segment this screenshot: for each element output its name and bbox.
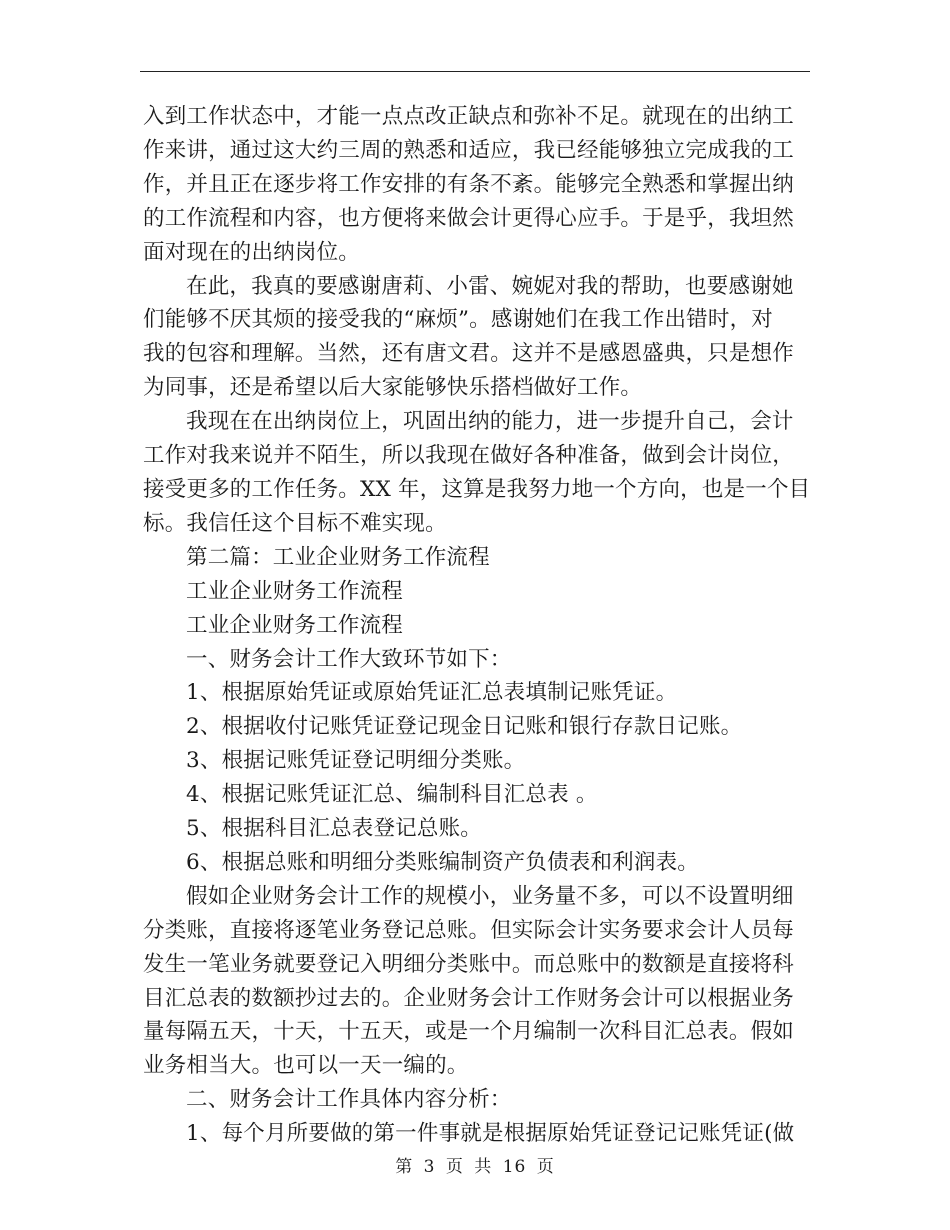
list-item: 5、根据科目汇总表登记总账。	[186, 816, 482, 842]
text-line: 分类账，直接将逐笔业务登记总账。但实际会计实务要求会计人员每	[143, 917, 795, 943]
subsection-heading: 二、财务会计工作具体内容分析：	[186, 1087, 512, 1113]
page-number: 第 3 页 共 16 页	[395, 1157, 555, 1177]
subsection-heading: 一、财务会计工作大致环节如下：	[186, 646, 512, 672]
text-line: 作，并且正在逐步将工作安排的有条不紊。能够完全熟悉和掌握出纳	[143, 171, 795, 197]
text-line: 标。我信任这个目标不难实现。	[143, 510, 447, 536]
list-item: 3、根据记账凭证登记明细分类账。	[186, 748, 526, 774]
text-line: 作来讲，通过这大约三周的熟悉和适应，我已经能够独立完成我的工	[143, 137, 795, 163]
text-line: 工作对我来说并不陌生，所以我现在做好各种准备，做到会计岗位，	[143, 443, 795, 469]
list-item: 1、根据原始凭证或原始凭证汇总表填制记账凭证。	[186, 680, 678, 706]
document-body	[143, 100, 809, 1151]
text-line: 目汇总表的数额抄过去的。企业财务会计工作财务会计可以根据业务	[143, 985, 795, 1011]
header-rule	[140, 71, 810, 72]
text-line: 接受更多的工作任务。XX 年，这算是我努力地一个方向，也是一个目	[143, 476, 811, 502]
section-heading: 第二篇：工业企业财务工作流程	[186, 544, 490, 570]
list-item: 6、根据总账和明细分类账编制资产负债表和利润表。	[186, 849, 699, 875]
text-line: 业务相当大。也可以一天一编的。	[143, 1053, 469, 1079]
text-line: 面对现在的出纳岗位。	[143, 239, 361, 265]
paragraph-start: 假如企业财务会计工作的规模小，业务量不多，可以不设置明细	[186, 883, 794, 909]
text-line: 我的包容和理解。当然，还有唐文君。这并不是感恩盛典，只是想作	[143, 341, 795, 367]
text-line: 入到工作状态中，才能一点点改正缺点和弥补不足。就现在的出纳工	[143, 104, 795, 129]
paragraph-start: 我现在在出纳岗位上，巩固出纳的能力，进一步提升自己，会计	[186, 409, 794, 435]
list-item: 4、根据记账凭证汇总、编制科目汇总表 。	[186, 782, 598, 808]
list-item: 2、根据收付记账凭证登记现金日记账和银行存款日记账。	[186, 714, 743, 740]
text-line: 的工作流程和内容，也方便将来做会计更得心应手。于是乎，我坦然	[143, 205, 795, 231]
section-title: 工业企业财务工作流程	[186, 612, 404, 638]
text-line: 发生一笔业务就要登记入明细分类账中。而总账中的数额是直接将科	[143, 951, 795, 977]
text-line: 量每隔五天，十天，十五天，或是一个月编制一次科目汇总表。假如	[143, 1019, 795, 1045]
list-item: 1、每个月所要做的第一件事就是根据原始凭证登记记账凭证(做	[186, 1121, 795, 1147]
text-line: 为同事，还是希望以后大家能够快乐搭档做好工作。	[143, 375, 643, 401]
text-line: 们能够不厌其烦的接受我的“麻烦”。感谢她们在我工作出错时，对	[143, 307, 773, 333]
section-title: 工业企业财务工作流程	[186, 578, 404, 604]
paragraph-start: 在此，我真的要感谢唐莉、小雷、婉妮对我的帮助，也要感谢她	[186, 273, 794, 299]
